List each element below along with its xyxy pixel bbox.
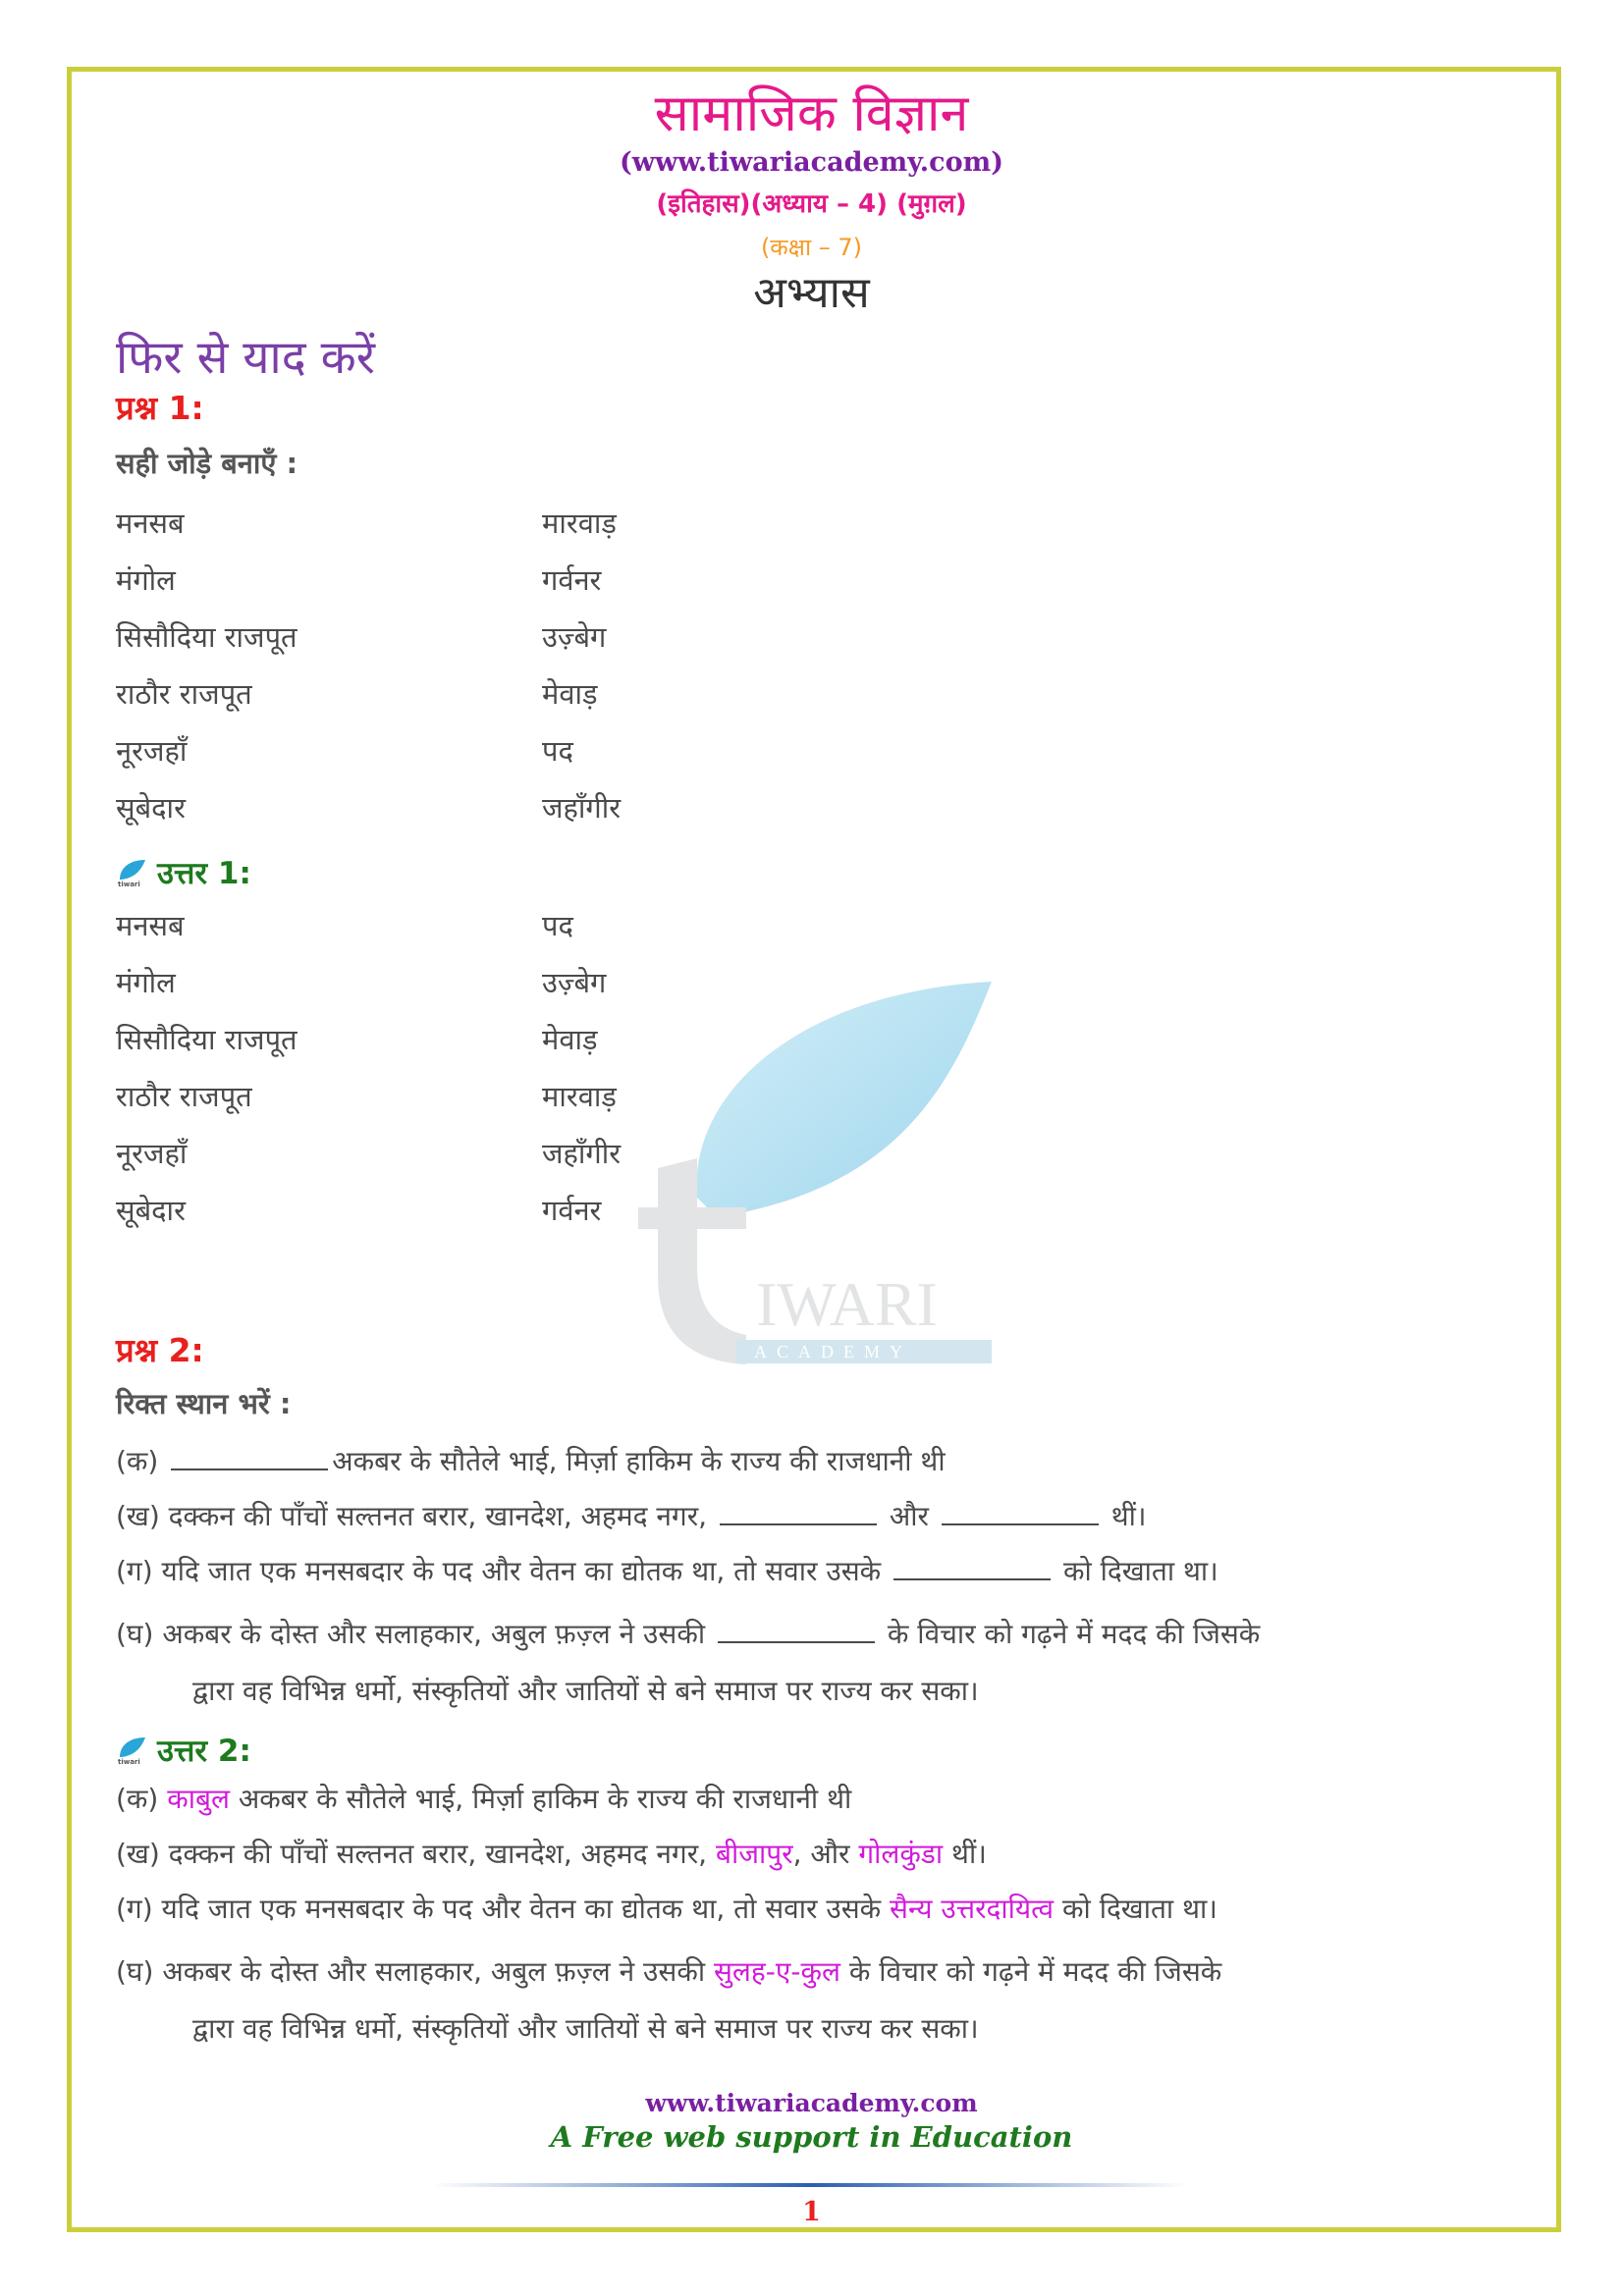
blank-line (171, 1449, 328, 1470)
footer-url-link[interactable]: www.tiwariacademy.com (645, 2089, 978, 2117)
a2-item-g: (ग) यदि जात एक मनसबदार के पद और वेतन का द्योतक था, तो सवार उसके सैन्य उत्तरदायित्व को दिखाता था। (116, 1893, 1217, 1925)
q1-pair-row: सिसौदिया राजपूत उज़्बेग (116, 620, 607, 654)
q2-item-g: (ग) यदि जात एक मनसबदार के पद और वेतन का द्योतक था, तो सवार उसके को दिखाता था। (116, 1555, 1218, 1587)
a1-pair-row: सिसौदिया राजपूत मेवाड़ (116, 1023, 598, 1056)
a1-pair-row: नूरजहाँ जहाँगीर (116, 1137, 622, 1170)
q1-pair-row: राठौर राजपूत मेवाड़ (116, 677, 598, 711)
q2-item-k: (क) अकबर के सौतेले भाई, मिर्ज़ा हाकिम के राज्य की राजधानी थी (116, 1445, 946, 1477)
tiwari-leaf-icon (116, 858, 147, 887)
answer-highlight: सुलह-ए-कुल (714, 1955, 840, 1988)
leaf-shape (696, 982, 992, 1217)
answer-highlight: बीजापुर (715, 1838, 793, 1870)
q2-item-kh: (ख) दक्कन की पाँचों सल्तनत बरार, खानदेश, अहमद नगर, और थीं। (116, 1500, 1147, 1532)
class-line: (कक्षा – 7) (760, 234, 863, 261)
watermark-word: IWARI (756, 1269, 938, 1339)
q1-pair-row: नूरजहाँ पद (116, 734, 573, 768)
a1-pair-row: मनसब पद (116, 909, 573, 942)
question-1-instruction: सही जोड़े बनाएँ : (116, 447, 298, 480)
header-url-link[interactable]: (www.tiwariacademy.com) (620, 147, 1003, 178)
a2-item-kh: (ख) दक्कन की पाँचों सल्तनत बरार, खानदेश, अहमद नगर, बीजापुर, और गोलकुंडा थीं। (116, 1838, 987, 1870)
question-2-label: प्रश्न 2: (116, 1331, 204, 1369)
tiwari-watermark-logo (628, 972, 1001, 1384)
section-heading: फिर से याद करें (116, 331, 375, 385)
page-number: 1 (802, 2197, 821, 2227)
q1-pair-row: मनसब मारवाड़ (116, 507, 617, 540)
q1-pair-row: मंगोल गर्वनर (116, 563, 602, 597)
blank-line (893, 1559, 1051, 1580)
watermark-subword: ACADEMY (754, 1342, 913, 1362)
question-2-instruction: रिक्त स्थान भरें : (116, 1387, 292, 1420)
blank-line (718, 1622, 875, 1643)
answer-highlight: सैन्य उत्तरदायित्व (890, 1893, 1055, 1925)
svg-text:tiwari: tiwari (118, 881, 140, 887)
blank-line (720, 1504, 877, 1525)
a2-item-k: (क) काबुल अकबर के सौतेले भाई, मिर्ज़ा हाकिम के राज्य की राजधानी थी (116, 1783, 852, 1815)
q2-item-gh: (घ) अकबर के दोस्त और सलाहकार, अबुल फ़ज़्ल ने उसकी के विचार को गढ़ने में मदद की जिसके द्वारा वह विभिन्न धर्मो, संस्कृतियों और जातियों से बने समाज पर राज्य कर सका। (116, 1618, 1261, 1707)
exercise-heading: अभ्यास (753, 268, 870, 318)
question-1-label: प्रश्न 1: (116, 389, 204, 427)
a1-pair-row: सूबेदार गर्वनर (116, 1194, 602, 1227)
footer-divider (432, 2183, 1188, 2187)
footer-tagline: A Free web support in Education (550, 2120, 1073, 2154)
answer-2-label: tiwari उत्तर 2: (118, 1734, 251, 1769)
a2-item-gh: (घ) अकबर के दोस्त और सलाहकार, अबुल फ़ज़्ल ने उसकी सुलह-ए-कुल के विचार को गढ़ने में मदद की जिसके द्वारा वह विभिन्न धर्मो, संस्कृतियों और जातियों से बने समाज पर राज्य कर सका। (116, 1955, 1222, 2045)
a1-pair-row: राठौर राजपूत मारवाड़ (116, 1080, 617, 1113)
blank-line (942, 1504, 1099, 1525)
page-title: सामाजिक विज्ञान (654, 84, 969, 143)
svg-text:tiwari: tiwari (118, 1758, 140, 1765)
tiwari-leaf-icon (116, 1735, 147, 1765)
a1-pair-row: मंगोल उज़्बेग (116, 966, 607, 999)
chapter-line: (इतिहास)(अध्याय – 4) (मुग़ल) (656, 189, 967, 219)
answer-highlight: गोलकुंडा (858, 1838, 944, 1870)
answer-1-label: tiwari उत्तर 1: (118, 856, 251, 891)
q1-pair-row: सूबेदार जहाँगीर (116, 791, 622, 825)
answer-highlight: काबुल (167, 1783, 230, 1815)
